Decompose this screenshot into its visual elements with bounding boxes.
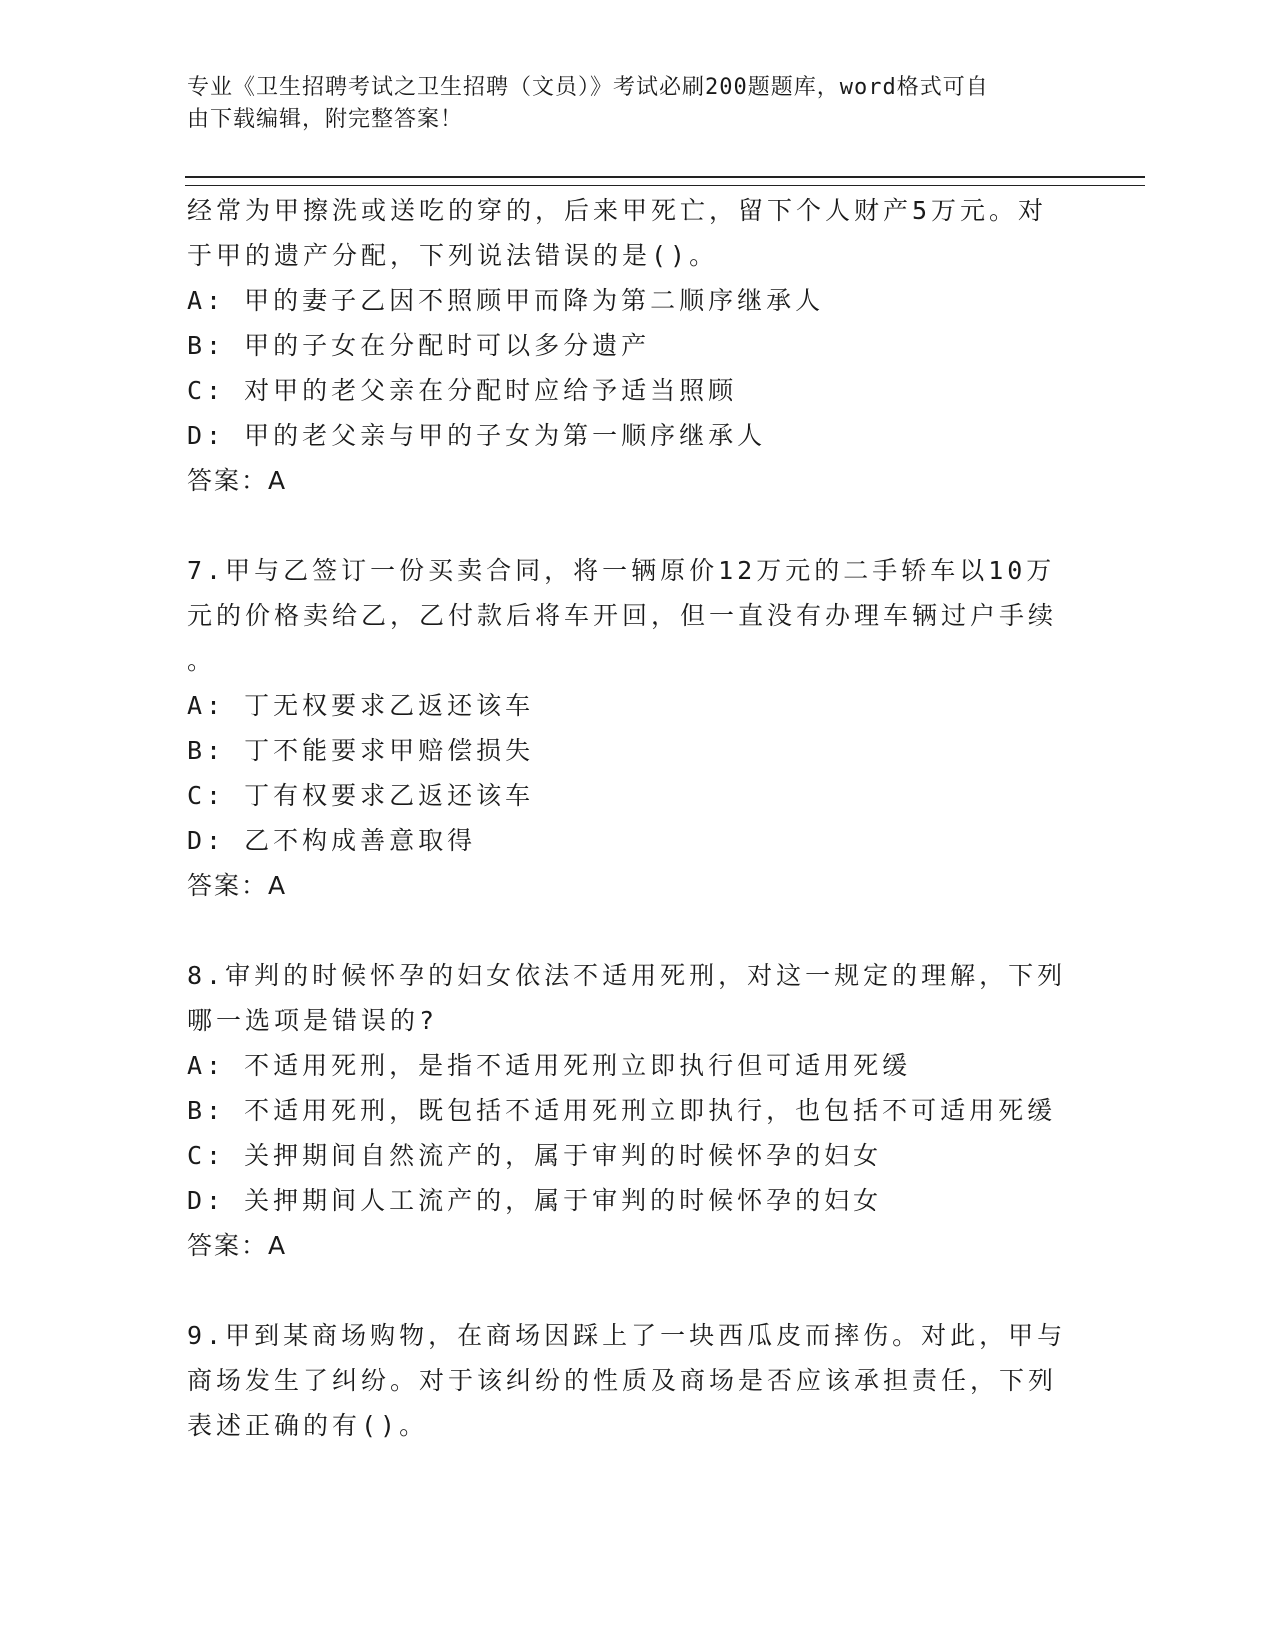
question-stem-line: 表述正确的有()。 xyxy=(187,1411,429,1440)
question-stem-line: 商场发生了纠纷。对于该纠纷的性质及商场是否应该承担责任，下列 xyxy=(187,1366,1058,1395)
option-c: C: 对甲的老父亲在分配时应给予适当照顾 xyxy=(187,376,738,405)
document-header xyxy=(187,72,1067,136)
option-c: C: 丁有权要求乙返还该车 xyxy=(187,781,535,810)
header-divider xyxy=(185,176,1145,186)
option-a: A: 丁无权要求乙返还该车 xyxy=(187,691,535,720)
option-d: D: 甲的老父亲与甲的子女为第一顺序继承人 xyxy=(187,421,767,450)
document-body xyxy=(187,188,1087,1448)
question-stem-line: 经常为甲擦洗或送吃的穿的，后来甲死亡，留下个人财产5万元。对 xyxy=(187,196,1048,225)
question-8 xyxy=(187,953,1087,1268)
question-stem-line: 。 xyxy=(187,646,217,675)
header-line-2: 由下载编辑，附完整答案！ xyxy=(187,107,464,132)
question-stem-line: 9.甲到某商场购物，在商场因踩上了一块西瓜皮而摔伤。对此，甲与 xyxy=(187,1321,1067,1350)
question-7 xyxy=(187,548,1087,908)
option-b: B: 丁不能要求甲赔偿损失 xyxy=(187,736,535,765)
option-d: D: 关押期间人工流产的，属于审判的时候怀孕的妇女 xyxy=(187,1186,883,1215)
option-c: C: 关押期间自然流产的，属于审判的时候怀孕的妇女 xyxy=(187,1141,883,1170)
question-stem-line: 元的价格卖给乙，乙付款后将车开回，但一直没有办理车辆过户手续 xyxy=(187,601,1058,630)
header-line-1: 专业《卫生招聘考试之卫生招聘（文员）》考试必刷200题题库，word格式可自 xyxy=(187,75,989,100)
question-9 xyxy=(187,1313,1087,1448)
answer-line: 答案：A xyxy=(187,871,288,900)
answer-line: 答案：A xyxy=(187,466,288,495)
question-stem-line: 于甲的遗产分配，下列说法错误的是()。 xyxy=(187,241,719,270)
spacer xyxy=(187,503,1087,548)
option-d: D: 乙不构成善意取得 xyxy=(187,826,477,855)
question-stem-line: 7.甲与乙签订一份买卖合同，将一辆原价12万元的二手轿车以10万 xyxy=(187,556,1056,585)
option-a: A: 不适用死刑，是指不适用死刑立即执行但可适用死缓 xyxy=(187,1051,912,1080)
option-b: B: 甲的子女在分配时可以多分遗产 xyxy=(187,331,651,360)
question-stem-line: 哪一选项是错误的? xyxy=(187,1006,439,1035)
answer-line: 答案：A xyxy=(187,1231,288,1260)
option-a: A: 甲的妻子乙因不照顾甲而降为第二顺序继承人 xyxy=(187,286,825,315)
spacer xyxy=(187,1268,1087,1313)
spacer xyxy=(187,908,1087,953)
question-stem-line: 8.审判的时候怀孕的妇女依法不适用死刑，对这一规定的理解，下列 xyxy=(187,961,1067,990)
question-6 xyxy=(187,188,1087,503)
option-b: B: 不适用死刑，既包括不适用死刑立即执行，也包括不可适用死缓 xyxy=(187,1096,1057,1125)
